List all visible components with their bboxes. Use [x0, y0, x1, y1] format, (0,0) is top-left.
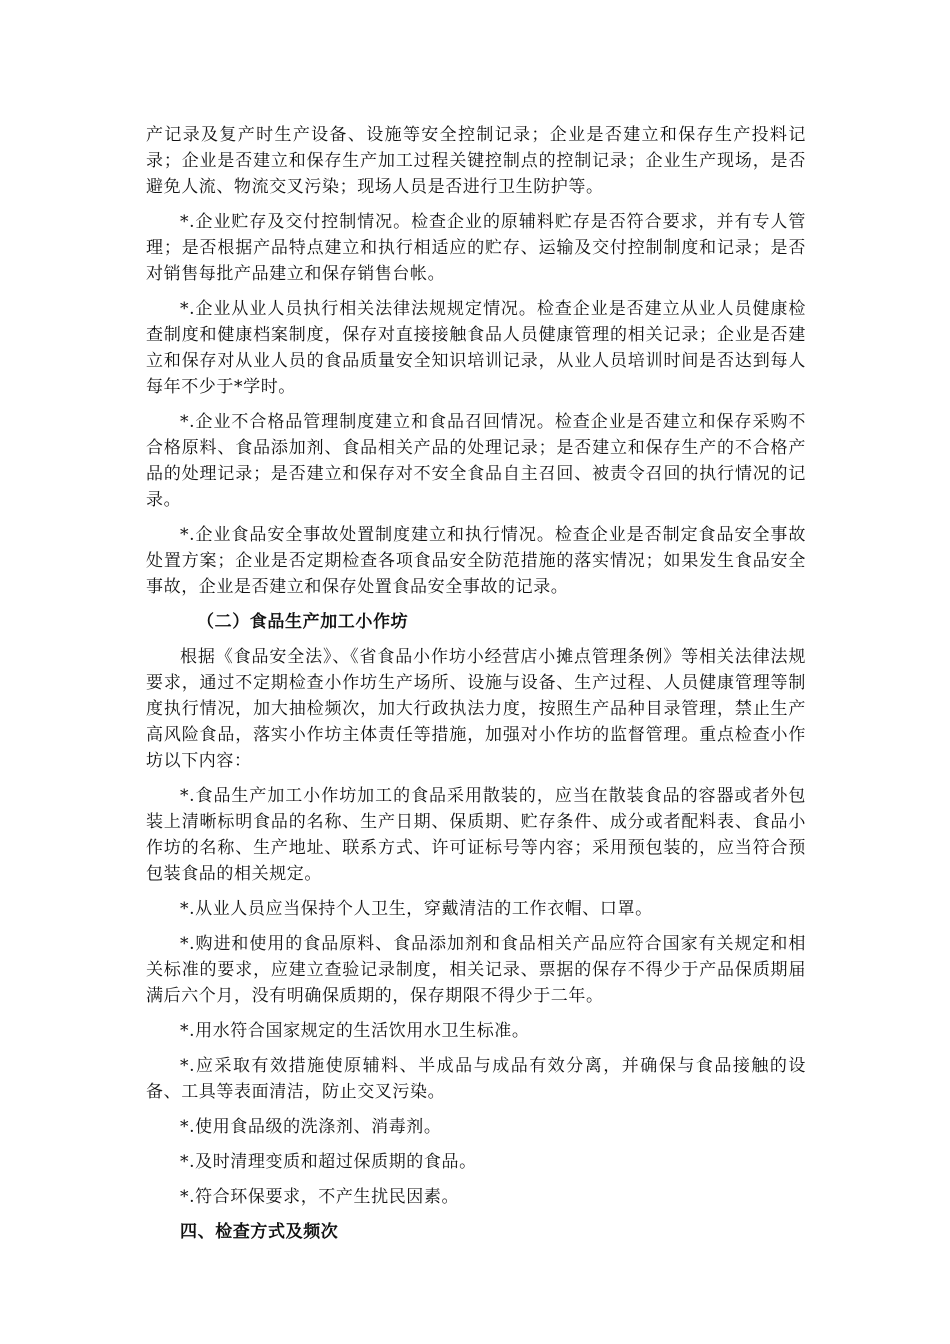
paragraph-water-standard: *.用水符合国家规定的生活饮用水卫生标准。	[180, 1021, 530, 1041]
paragraph-bulk-labeling: *.食品生产加工小作坊加工的食品采用散装的，应当在散装食品的容器或者外包装上清晰标明食品的名称、生产日期、保质期、贮存条件、成分或者配料表、食品小作坊的名称、生产地址、联系方式、许可证标号等内容；采用预包装的，应当符合预包装食品的相关规定。	[146, 786, 806, 884]
paragraph-raw-materials: *.购进和使用的食品原料、食品添加剂和食品相关产品应符合国家有关规定和相关标准的要求，应建立查验记录制度，相关记录、票据的保存不得少于产品保质期届满后六个月，没有明确保质期的，保存期限不得少于二年。	[146, 934, 806, 1006]
paragraph-workshop-intro: 根据《食品安全法》、《省食品小作坊小经营店小摊点管理条例》等相关法律法规要求，通过不定期检查小作坊生产场所、设施与设备、生产过程、人员健康管理等制度执行情况，加大抽检频次，加大行政执法力度，按照生产品种目录管理，禁止生产高风险食品，落实小作坊主体责任等措施，加强对小作坊的监督管理。重点检查小作坊以下内容：	[146, 647, 806, 771]
paragraph-safety-incident: *.企业食品安全事故处置制度建立和执行情况。检查企业是否制定食品安全事故处置方案；企业是否定期检查各项食品安全防范措施的落实情况；如果发生食品安全事故，企业是否建立和保存处置食品安全事故的记录。	[146, 525, 806, 597]
paragraph-storage-delivery: *.企业贮存及交付控制情况。检查企业的原辅料贮存是否符合要求，并有专人管理；是否根据产品特点建立和执行相适应的贮存、运输及交付控制制度和记录；是否对销售每批产品建立和保存销售台帐。	[146, 212, 806, 284]
paragraph-staff-regulations: *.企业从业人员执行相关法律法规规定情况。检查企业是否建立从业人员健康检查制度和健康档案制度，保存对直接接触食品人员健康管理的相关记录；企业是否建立和保存对从业人员的食品质量安全知识培训记录，从业人员培训时间是否达到每人每年不少于*学时。	[146, 299, 806, 397]
document-page	[146, 122, 806, 1254]
paragraph-nonconforming-recall: *.企业不合格品管理制度建立和食品召回情况。检查企业是否建立和保存采购不合格原料、食品添加剂、食品相关产品的处理记录；是否建立和保存生产的不合格产品的处理记录；是否建立和保存对不安全食品自主召回、被责令召回的执行情况的记录。	[146, 412, 806, 510]
paragraph-detergents: *.使用食品级的洗涤剂、消毒剂。	[180, 1117, 442, 1137]
paragraph-production-records: 产记录及复产时生产设备、设施等安全控制记录；企业是否建立和保存生产投料记录；企业是否建立和保存生产加工过程关键控制点的控制记录；企业生产现场，是否避免人流、物流交叉污染；现场人员是否进行卫生防护等。	[146, 125, 806, 197]
paragraph-personal-hygiene: *.从业人员应当保持个人卫生，穿戴清洁的工作衣帽、口罩。	[180, 899, 653, 919]
subheading-small-workshops: （二）食品生产加工小作坊	[197, 612, 409, 632]
paragraph-environmental: *.符合环保要求，不产生扰民因素。	[180, 1187, 460, 1207]
paragraph-expired-food: *.及时清理变质和超过保质期的食品。	[180, 1152, 477, 1172]
paragraph-cross-contamination: *.应采取有效措施使原辅料、半成品与成品有效分离，并确保与食品接触的设备、工具等表面清洁，防止交叉污染。	[146, 1056, 806, 1102]
section-heading-inspection-methods: 四、检查方式及频次	[180, 1222, 339, 1242]
